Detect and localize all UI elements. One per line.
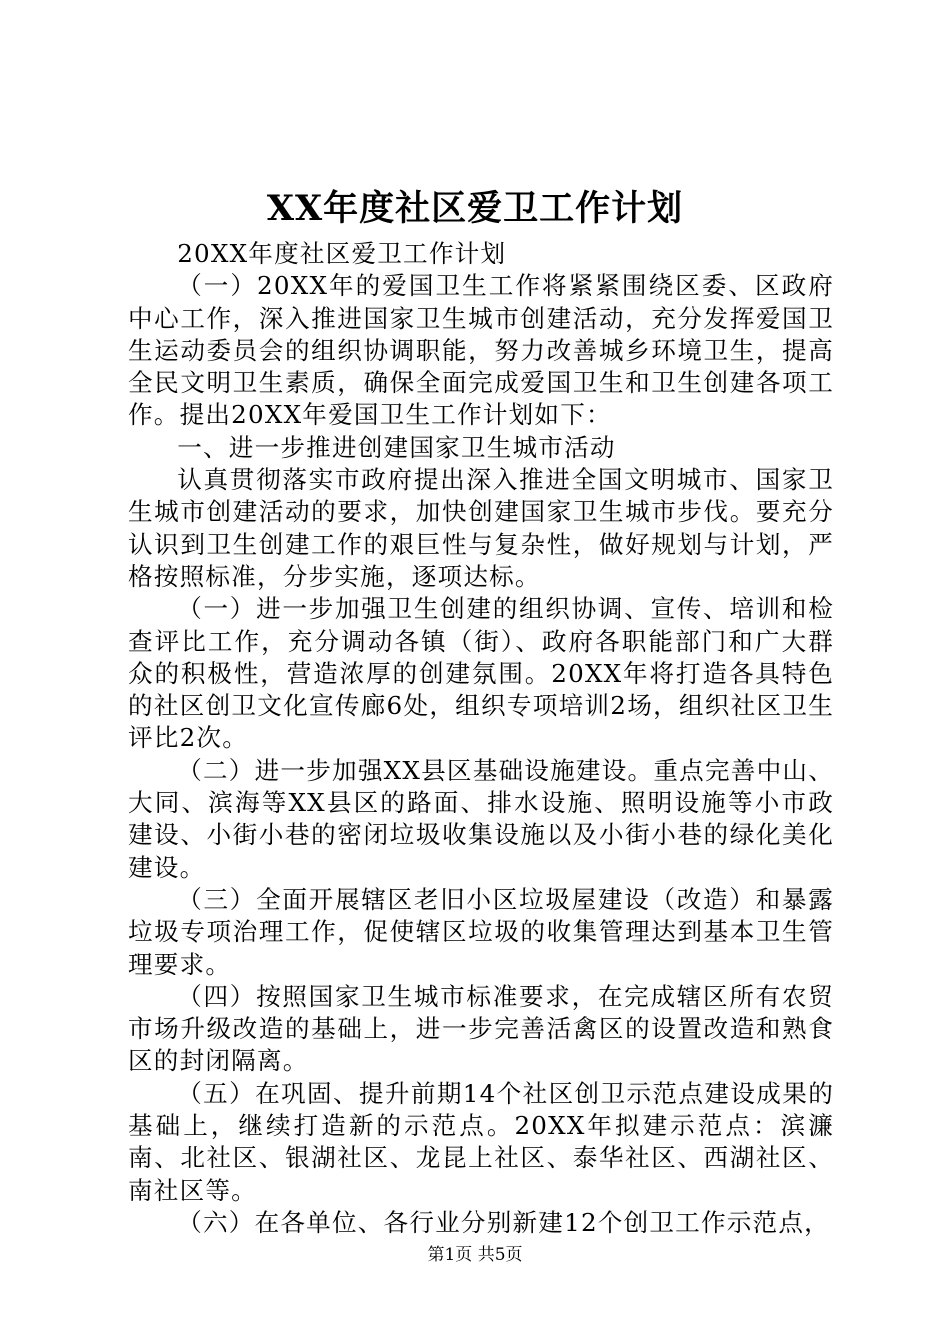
paragraph-subtitle: 20XX年度社区爱卫工作计划 — [177, 239, 507, 268]
paragraph-item-6: （六）在各单位、各行业分别新建12个创卫工作示范点， — [177, 1207, 830, 1237]
paragraph-item-2: （二）进一步加强XX县区基础设施建设。重点完善中山、大同、滨海等XX县区的路面、排水设施、照明设施等小市政建设、小街小巷的密闭垃圾收集设施以及小街小巷的绿化美化建设。 — [128, 755, 834, 882]
document-body — [128, 238, 834, 1239]
paragraph-item-4: （四）按照国家卫生城市标准要求，在完成辖区所有农贸市场升级改造的基础上，进一步完善活禽区的设置改造和熟食区的封闭隔离。 — [128, 981, 834, 1076]
paragraph-item-1: （一）进一步加强卫生创建的组织协调、宣传、培训和检查评比工作，充分调动各镇（街）、政府各职能部门和广大群众的积极性，营造浓厚的创建氛围。20XX年将打造各具特色的社区创卫文化宣传廊6处，组织专项培训2场，组织社区卫生评比2次。 — [128, 594, 834, 753]
paragraph-item-3: （三）全面开展辖区老旧小区垃圾屋建设（改造）和暴露垃圾专项治理工作，促使辖区垃圾的收集管理达到基本卫生管理要求。 — [128, 884, 834, 979]
page-footer: 第1页 共5页 — [427, 1245, 523, 1265]
document-title: XX年度社区爱卫工作计划 — [266, 188, 684, 229]
paragraph-section-1-intro: 认真贯彻落实市政府提出深入推进全国文明城市、国家卫生城市创建活动的要求，加快创建国家卫生城市步伐。要充分认识到卫生创建工作的艰巨性与复杂性，做好规划与计划，严格按照标准，分步实施，逐项达标。 — [128, 465, 834, 591]
section-heading-1: 一、进一步推进创建国家卫生城市活动 — [177, 432, 616, 462]
paragraph-item-5: （五）在巩固、提升前期14个社区创卫示范点建设成果的基础上，继续打造新的示范点。20XX年拟建示范点：滨濂南、北社区、银湖社区、龙昆上社区、泰华社区、西湖社区、南社区等。 — [128, 1078, 834, 1205]
paragraph-intro: （一）20XX年的爱国卫生工作将紧紧围绕区委、区政府中心工作，深入推进国家卫生城市创建活动，充分发挥爱国卫生运动委员会的组织协调职能，努力改善城乡环境卫生，提高全民文明卫生素质，确保全面完成爱国卫生和卫生创建各项工作。提出20XX年爱国卫生工作计划如下： — [128, 271, 834, 430]
